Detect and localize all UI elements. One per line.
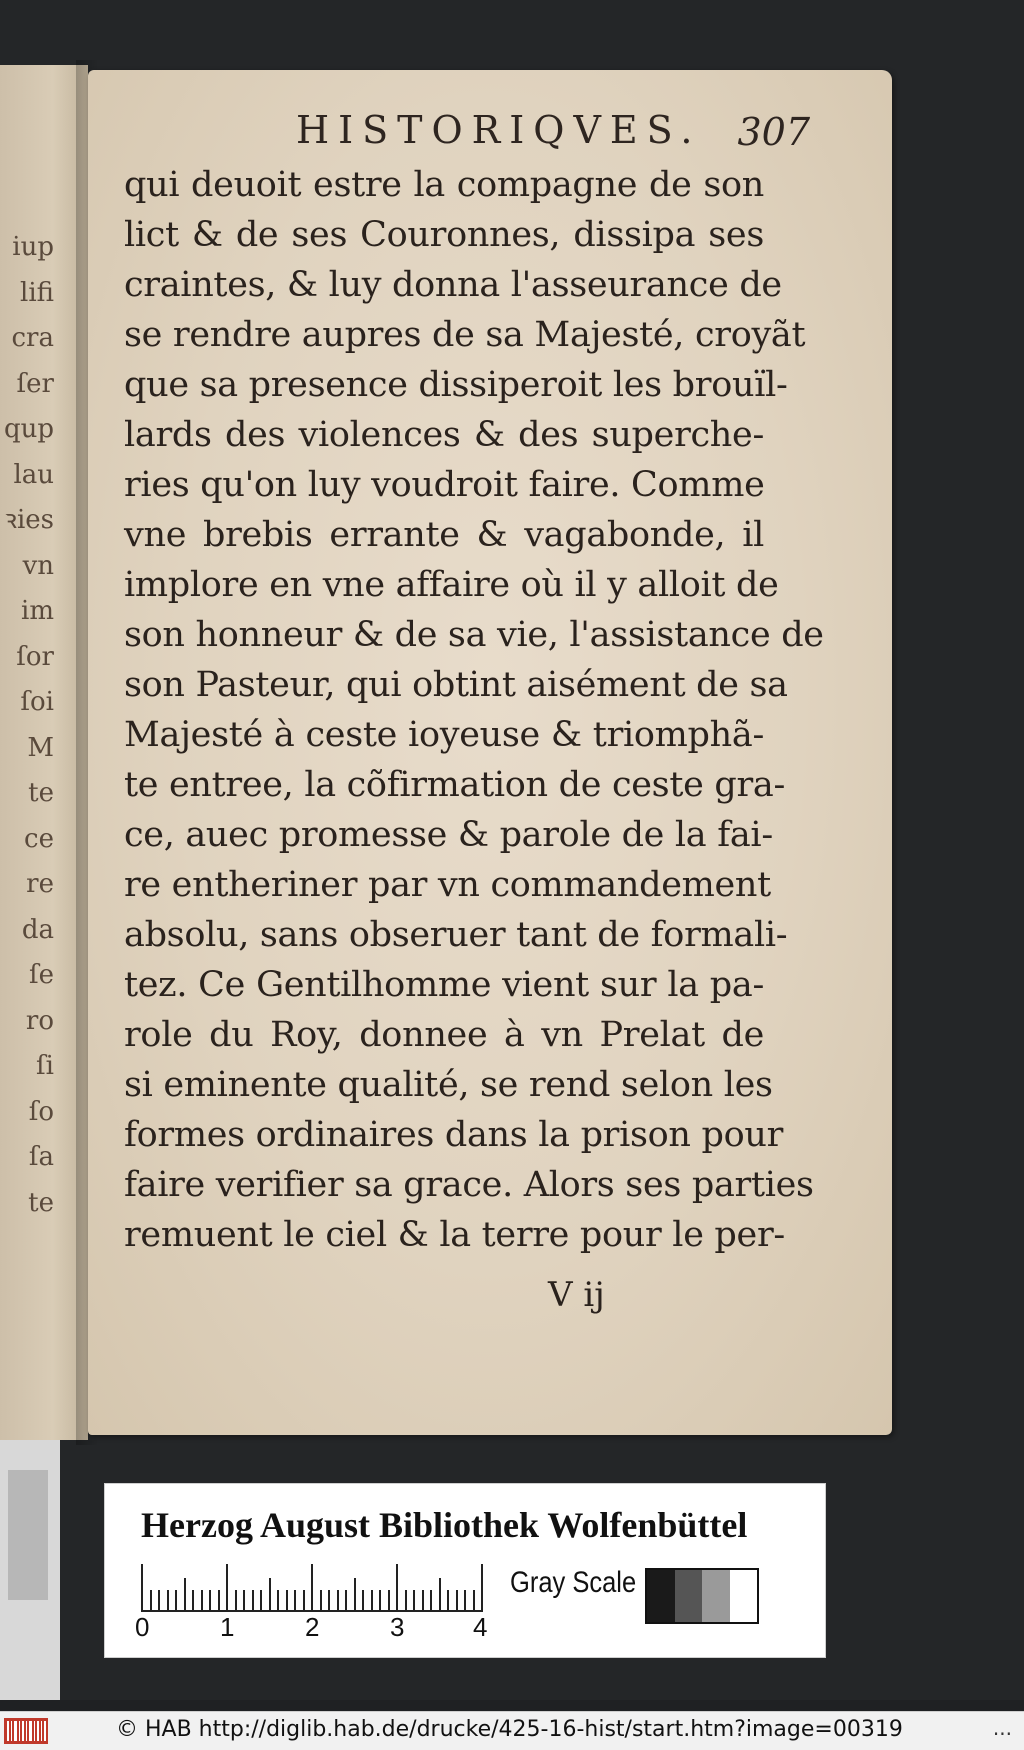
ruler-tick [192,1590,194,1612]
facing-page-fragment: M [27,732,54,763]
facing-page-fragment: ſo [28,1096,54,1127]
text-line: role du Roy, donnee à vn Prelat de [124,1015,764,1055]
ruler-tick [218,1590,220,1612]
text-line: si eminente qualité, se rend selon les [124,1065,773,1105]
facing-page-fragment: lifi [20,277,54,308]
ruler-tick [430,1590,432,1612]
copyright-url[interactable]: © HAB http://diglib.hab.de/drucke/425-16-hist/start.htm?image=00319 [116,1717,903,1742]
scale-number: 4 [473,1612,488,1642]
ruler-tick [328,1590,330,1612]
ruler-tick [456,1590,458,1612]
body-text [124,160,824,1260]
ruler-tick [345,1590,347,1612]
text-line: remuent le ciel & la terre pour le per- [124,1215,785,1255]
facing-page-fragment: ſa [28,1142,54,1172]
more-options-icon[interactable]: ... [992,1716,1012,1740]
facing-page-fragment: im [21,596,54,626]
ruler-tick [294,1590,296,1612]
text-line: craintes, & luy donna l'asseurance de [124,265,782,305]
facing-page-fragment: ſoi [20,687,54,717]
facing-page-fragment: iup [12,232,54,262]
ruler-tick [158,1590,160,1612]
signature-mark: V ij [548,1275,605,1315]
ruler-tick [481,1564,483,1612]
ruler-tick [422,1590,424,1612]
text-line: ries qu'on luy voudroit faire. Comme [124,465,765,505]
ruler-tick [150,1590,152,1612]
text-line: lict & de ses Couronnes, dissipa ses [124,215,764,255]
text-line: re entheriner par vn commandement [124,865,771,905]
text-line: absolu, sans obseruer tant de formali- [124,915,788,955]
library-name: Herzog August Bibliothek Wolfenbüttel [141,1505,748,1545]
ruler-tick [303,1590,305,1612]
facing-page-fragment: lau [13,459,54,490]
ruler-tick [141,1564,143,1612]
ruler-tick [354,1578,356,1612]
ruler-tick [226,1564,228,1612]
facing-page-fragment: qup [3,414,54,444]
scale-number: 0 [135,1612,150,1642]
ruler-tick [371,1590,373,1612]
ruler-tick [175,1590,177,1612]
ruler-tick [167,1590,169,1612]
facing-page-fragment: ꝛies [4,505,54,535]
facing-page-fragment: te [28,1187,54,1218]
gray-swatch [702,1570,730,1622]
ruler-tick [413,1590,415,1612]
ruler-tick [396,1564,398,1612]
ruler-tick [184,1578,186,1612]
book-cover-strip [0,1440,60,1700]
ruler-tick [286,1590,288,1612]
text-line: formes ordinaires dans la prison pour [124,1115,784,1155]
text-line: son Pasteur, qui obtint aisément de sa [124,665,788,705]
running-title: HISTORIQVES. [296,108,702,152]
text-line: tez. Ce Gentilhomme vient sur la pa- [124,965,764,1005]
barcode-icon [4,1718,48,1744]
text-line: son honneur & de sa vie, l'assistance de [124,615,824,655]
text-line: se rendre aupres de sa Majesté, croyãt [124,315,806,355]
ruler-tick [379,1590,381,1612]
text-line: faire verifier sa grace. Alors ses parties [124,1165,814,1205]
running-head [208,108,828,168]
ruler-tick [362,1590,364,1612]
ruler-tick [337,1590,339,1612]
text-line: Majesté à ceste ioyeuse & triomphã- [124,715,764,755]
facing-page-fragment: re [26,869,54,899]
facing-page-fragment: ſe [28,960,54,990]
text-line: lards des violences & des superche- [124,415,764,455]
ruler-tick [243,1590,245,1612]
facing-page-fragment: ſer [16,368,54,399]
gray-swatch [675,1570,703,1622]
facing-page-fragment: te [28,778,54,808]
ruler-tick [447,1590,449,1612]
book-spine [8,1470,48,1600]
ruler-tick [252,1590,254,1612]
text-line: implore en vne affaire où il y alloit de [124,565,779,605]
ruler-tick [439,1578,441,1612]
gray-scale-swatches [645,1568,759,1624]
text-line: qui deuoit estre la compagne de son [124,165,764,205]
page-number: 307 [737,110,810,154]
ruler-tick [464,1590,466,1612]
text-line: ce, auec promesse & parole de la fai- [124,815,773,855]
facing-page-edge [0,65,88,1440]
facing-page-fragment: ſor [16,641,54,672]
ruler-tick [388,1590,390,1612]
facing-page-fragment: ro [25,1005,54,1036]
facing-page-fragment: da [21,914,54,945]
facing-page-fragment: vn [22,550,54,581]
gray-swatch [647,1570,675,1622]
book-page [88,70,892,1435]
scale-number: 2 [305,1612,320,1642]
ruler-tick [473,1590,475,1612]
text-line: que sa presence dissiperoit les brouïl- [124,365,788,405]
ruler-tick [311,1564,313,1612]
ruler-tick [277,1590,279,1612]
measurement-ruler [141,1562,481,1612]
text-line: vne brebis errante & vagabonde, il [124,515,764,555]
gray-swatch [730,1570,758,1622]
footer-bar [0,1711,1024,1750]
ruler-tick [405,1590,407,1612]
color-calibration-card [104,1483,826,1658]
facing-page-fragment: cra [11,323,54,353]
ruler-tick [269,1578,271,1612]
text-line: te entree, la cõfirmation de ceste gra- [124,765,785,805]
gray-scale-label: Gray Scale [510,1566,637,1599]
facing-page-fragment: ce [24,823,54,854]
facing-page-fragment: ſi [36,1051,54,1081]
scale-number: 3 [390,1612,405,1642]
ruler-tick [209,1590,211,1612]
ruler-tick [260,1590,262,1612]
ruler-tick [320,1590,322,1612]
scale-number: 1 [220,1612,235,1642]
ruler-tick [235,1590,237,1612]
ruler-tick [201,1590,203,1612]
facing-page-text-fragments [0,225,60,1226]
